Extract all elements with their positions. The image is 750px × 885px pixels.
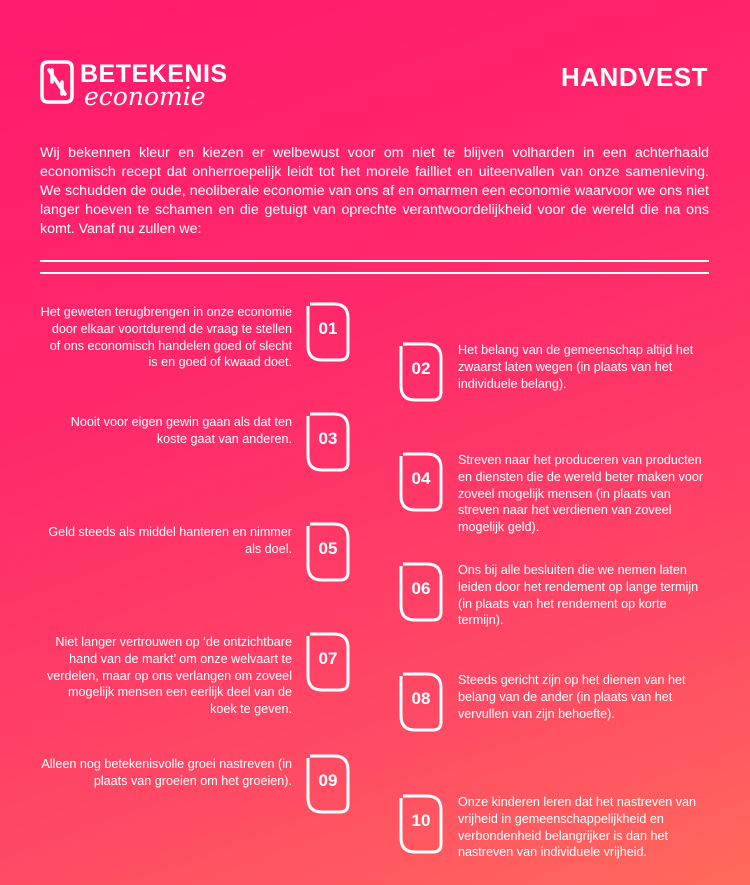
item-number: 06 [411,579,431,598]
logo-text-secondary: economie [84,82,206,111]
manifesto-item-04-text: Streven naar het produceren van producten en diensten die de wereld beter maken voor zoveel mogelijk mensen (in plaats van streven naar het verdienen van zoveel mogelijk geld). [458,453,704,535]
logo-mark-icon [40,60,74,104]
manifesto-item-06-text: Ons bij alle besluiten die we nemen laten leiden door het rendement op lange termijn (in plaats van het rendement op korte termijn). [458,563,699,628]
manifesto-item-06-badge [397,560,445,624]
item-number: 02 [411,359,431,378]
manifesto-item-09-text: Alleen nog betekenisvolle groei nastreven (in plaats van groeien om het groeien). [41,757,292,788]
divider-line [40,272,709,274]
manifesto-item-10-badge [397,792,445,856]
intro-paragraph: Wij bekennen kleur en kiezen er welbewust voor om niet te blijven volharden in een achterhaald economisch recept dat onherroepelijk leidt tot het morele failliet en uiteenvallen van onze samenleving. We schudden de oude, neoliberale economie van ons af en omarmen een economie waarvoor we ons niet langer hoeven te schamen en die getuigt van oprechte verantwoordelijkheid voor de wereld die na ons komt. Vanaf nu zullen we: [40,145,709,237]
item-number: 10 [411,811,431,830]
manifesto-item-08-badge [397,670,445,734]
manifesto-item-07-text: Niet langer vertrouwen op ‘de ontzichtbare hand van de markt’ om onze welvaart te verdelen, maar op ons verlangen om zoveel mogelijk mensen een eerlijk deel van de koek te geven. [46,635,292,717]
manifesto-item-03-badge [304,410,352,474]
manifesto-item-10-text: Onze kinderen leren dat het nastreven van vrijheid in gemeenschappelijkheid en verbondenheid belangrijker is dan het nastreven van individuele vrijheid. [458,795,697,860]
manifesto-item-01-text: Het geweten terugbrengen in onze economie door elkaar voortdurend de vraag te stellen of ons economisch handelen goed of slecht is en goed of kwaad doet. [40,305,292,370]
manifesto-item-03-text: Nooit voor eigen gewin gaan als dat ten koste gaat van anderen. [70,415,292,446]
item-number: 04 [411,469,431,488]
manifesto-item-05-badge [304,520,352,584]
item-number: 09 [318,771,338,790]
logo-text-primary: BETEKENIS [80,60,228,88]
item-number: 08 [411,689,431,708]
manifesto-item-08-text: Steeds gericht zijn op het dienen van het belang van de ander (in plaats van het vervullen van zijn behoefte). [458,673,686,721]
item-number: 03 [318,429,338,448]
item-number: 07 [318,649,338,668]
manifesto-item-02-text: Het belang van de gemeenschap altijd het zwaarst laten wegen (in plaats van het individuele belang). [458,343,694,391]
manifesto-item-07-badge [304,630,352,694]
manifesto-item-04-badge [397,450,445,514]
divider-line [40,260,709,262]
logo [40,58,240,111]
manifesto-item-05-text: Geld steeds als middel hanteren en nimmer als doel. [48,525,292,556]
manifesto-item-02-badge [397,340,445,404]
manifesto-item-09-badge [304,752,352,816]
page-title: HANDVEST [560,62,708,92]
item-number: 05 [318,539,338,558]
item-number: 01 [318,319,338,338]
manifesto-item-01-badge [304,300,352,364]
